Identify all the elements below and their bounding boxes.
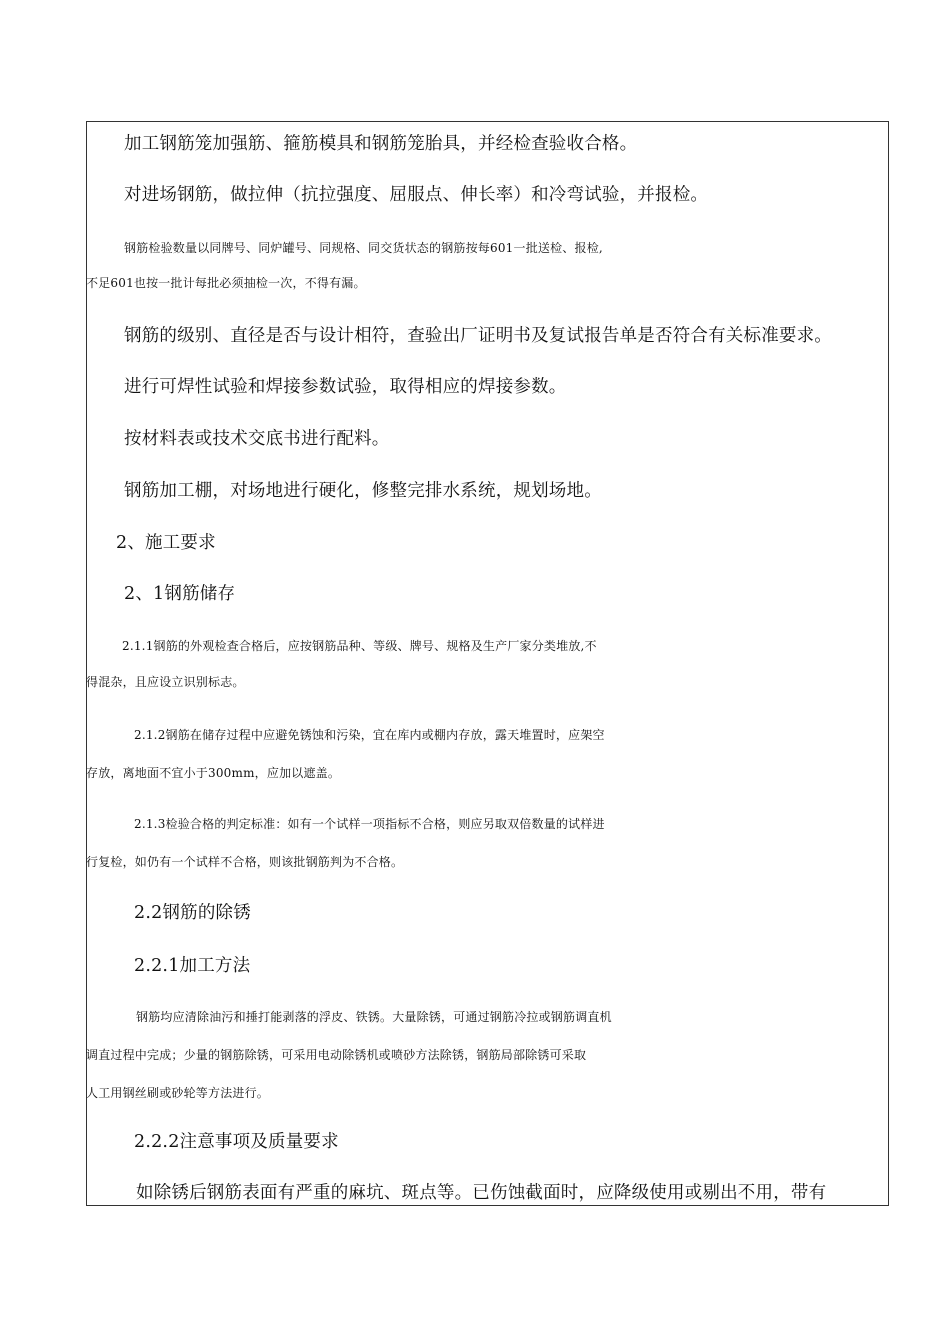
text-line: 调直过程中完成；少量的钢筋除锈，可采用电动除锈机或喷砂方法除锈，钢筋局部除锈可采取	[86, 1048, 587, 1062]
text-line: 按材料表或技术交底书进行配料。	[124, 429, 390, 449]
text-line: 加工钢筋笼加强筋、箍筋模具和钢筋笼胎具，并经检查验收合格。	[124, 134, 638, 154]
text-line: 存放，离地面不宜小于300mm，应加以遮盖。	[86, 766, 341, 780]
text-line: 对进场钢筋，做拉伸（抗拉强度、屈服点、伸长率）和冷弯试验，并报检。	[124, 185, 709, 205]
text-line: 2.2钢筋的除锈	[134, 903, 251, 923]
text-line: 2、1钢筋储存	[124, 584, 236, 604]
text-line: 2.1.1钢筋的外观检查合格后，应按钢筋品种、等级、牌号、规格及生产厂家分类堆放,不	[122, 639, 597, 653]
text-line: 钢筋加工棚，对场地进行硬化，修整完排水系统，规划场地。	[124, 481, 602, 501]
paragraph-grade-diameter-check	[86, 317, 889, 356]
paragraph-processing-shed	[86, 472, 889, 511]
paragraph-tensile-bend-test	[86, 176, 889, 215]
text-line: 不足601也按一批计每批必须抽检一次，不得有漏。	[86, 276, 366, 290]
text-line: 钢筋检验数量以同牌号、同炉罐号、同规格、同交货状态的钢筋按每601一批送检、报检,	[124, 241, 603, 255]
paragraph-rebar-cage-molds	[86, 125, 889, 164]
paragraph-2-1-3	[86, 805, 889, 882]
text-line: 得混杂，且应设立识别标志。	[86, 675, 245, 689]
text-line: 2.1.3检验合格的判定标准：如有一个试样一项指标不合格，则应另取双倍数量的试样进	[134, 817, 605, 831]
text-line: 行复检，如仍有一个试样不合格，则该批钢筋判为不合格。	[86, 855, 404, 869]
paragraph-pitting-handling	[86, 1174, 889, 1213]
text-line: 进行可焊性试验和焊接参数试验，取得相应的焊接参数。	[124, 377, 567, 397]
text-line: 人工用钢丝刷或砂轮等方法进行。	[86, 1086, 270, 1100]
text-line: 2、施工要求	[116, 533, 216, 553]
paragraph-2-1-2	[86, 716, 889, 793]
paragraph-inspection-quantity	[86, 229, 889, 303]
paragraph-2-1-1	[86, 627, 889, 702]
subsection-heading-processing-method	[86, 947, 889, 986]
paragraph-rust-removal-method	[86, 998, 889, 1113]
subsection-heading-rust-removal	[86, 894, 889, 933]
text-line: 钢筋均应清除油污和捶打能剥落的浮皮、铁锈。大量除锈，可通过钢筋冷拉或钢筋调直机	[136, 1010, 612, 1024]
subsection-heading-rebar-storage	[86, 575, 889, 614]
paragraph-weldability-test	[86, 368, 889, 407]
subsection-heading-precautions-quality	[86, 1123, 889, 1162]
text-line: 钢筋的级别、直径是否与设计相符，查验出厂证明书及复试报告单是否符合有关标准要求。	[124, 326, 832, 346]
text-line: 如除锈后钢筋表面有严重的麻坑、斑点等。已伤蚀截面时，应降级使用或剔出不用，带有	[136, 1183, 827, 1203]
text-line: 2.2.2注意事项及质量要求	[134, 1132, 339, 1152]
text-line: 2.2.1加工方法	[134, 956, 251, 976]
paragraph-material-list	[86, 420, 889, 459]
text-line: 2.1.2钢筋在储存过程中应避免锈蚀和污染，宜在库内或棚内存放，露天堆置时，应架空	[134, 728, 605, 742]
section-heading-construction-requirements	[86, 524, 889, 563]
